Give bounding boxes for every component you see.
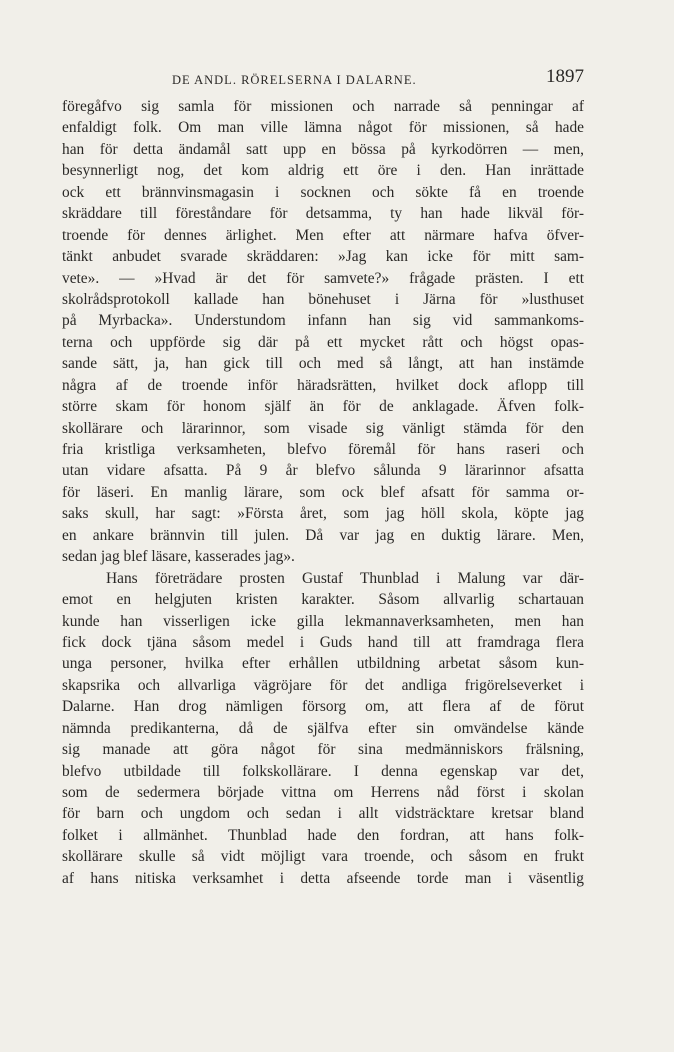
text-line: skräddare till föreståndare för detsamma, ty han hade likväl för- [62, 205, 584, 223]
text-line: fria kristliga verksamheten, blefvo föremål för hans raseri och [62, 441, 584, 458]
text-line: Dalarne. Han drog nämligen försorg om, att flera af de förut [62, 698, 584, 716]
running-title: DE ANDL. RÖRELSERNA I DALARNE. [172, 73, 417, 87]
text-line: emot en helgjuten kristen karakter. Såsom allvarlig schartauan [62, 591, 584, 609]
text-line: ock ett brännvinsmagasin i socknen och sökte få en troende [62, 183, 584, 201]
text-line: unga personer, hvilka efter erhållen utbildning arbetat såsom kun- [62, 655, 584, 673]
text-line: saks skull, har sagt: »Första året, som jag höll skola, köpte jag [62, 505, 584, 523]
text-line: kunde han visserligen icke gilla lekmannaverksamheten, men han [62, 612, 584, 630]
text-line: tänkt anbudet svarade skräddaren: »Jag kan icke för mitt sam- [62, 248, 584, 266]
text-line: folket i allmänhet. Thunblad hade den fordran, att hans folk- [62, 826, 584, 844]
text-line: skolrådsprotokoll kallade han bönehuset i Järna för »lusthuset [62, 290, 584, 308]
running-head [62, 66, 584, 92]
body-text [62, 96, 584, 889]
text-line: troende för dennes ärlighet. Men efter att närmare hafva öfver- [62, 226, 584, 244]
text-line: besynnerligt nog, det kom aldrig ett öre i den. Han inrättade [62, 162, 584, 180]
text-line: han för detta ändamål satt upp en bössa på kyrkodörren — men, [62, 140, 584, 158]
text-line: enfaldigt folk. Om man ville lämna något för missionen, så hade [62, 119, 584, 137]
text-line: skollärare och lärarinnor, som visade sig vänligt stämda för den [62, 419, 584, 437]
text-line: föregåfvo sig samla för missionen och narrade så penningar af [62, 98, 584, 115]
text-line: för läseri. En manlig lärare, som ock blef afsatt för samma or- [62, 483, 584, 501]
paragraph-end-line: sedan jag blef läsare, kasserades jag». [62, 548, 295, 566]
paragraph-start-line: Hans företrädare prosten Gustaf Thunblad i Malung var där- [106, 569, 584, 587]
page-number: 1897 [546, 66, 584, 87]
text-line: af hans nitiska verksamhet i detta afseende torde man i väsentlig [62, 869, 584, 887]
text-line: vete». — »Hvad är det för samvete?» frågade prästen. I ett [62, 269, 584, 287]
text-line: terna och uppförde sig där på ett mycket rått och högst opas- [62, 333, 584, 351]
text-line: på Myrbacka». Understundom infann han sig vid sammankoms- [62, 312, 584, 330]
text-line: några af de troende inför häradsrätten, hvilket dock aflopp till [62, 376, 584, 394]
text-line: för barn och ungdom och sedan i allt vidsträcktare kretsar bland [62, 805, 584, 823]
text-line: blefvo utbildade till folkskollärare. I denna egenskap var det, [62, 762, 584, 780]
text-line: skapsrika och allvarliga vägröjare för det andliga frigörelseverket i [62, 676, 584, 694]
text-line: sande sätt, ja, han gick till och med så långt, att han instämde [62, 355, 584, 373]
text-line: större skam för honom själf än för de anklagade. Äfven folk- [62, 398, 584, 416]
text-line: sig manade att göra något för sina medmänniskors frälsning, [62, 741, 584, 759]
text-line: fick dock tjäna såsom medel i Guds hand till att framdraga flera [62, 633, 584, 651]
text-line: nämnda predikanterna, då de själfva efter sin omvändelse kände [62, 719, 584, 737]
text-line: en ankare brännvin till julen. Då var jag en duktig lärare. Men, [62, 526, 584, 544]
text-line: som de sedermera började vittna om Herrens nåd först i skolan [62, 784, 584, 801]
text-line: utan vidare afsatta. På 9 år blefvo sålunda 9 lärarinnor afsatta [62, 462, 584, 480]
text-line: skollärare skulle så vidt möjligt vara troende, och såsom en frukt [62, 848, 584, 866]
